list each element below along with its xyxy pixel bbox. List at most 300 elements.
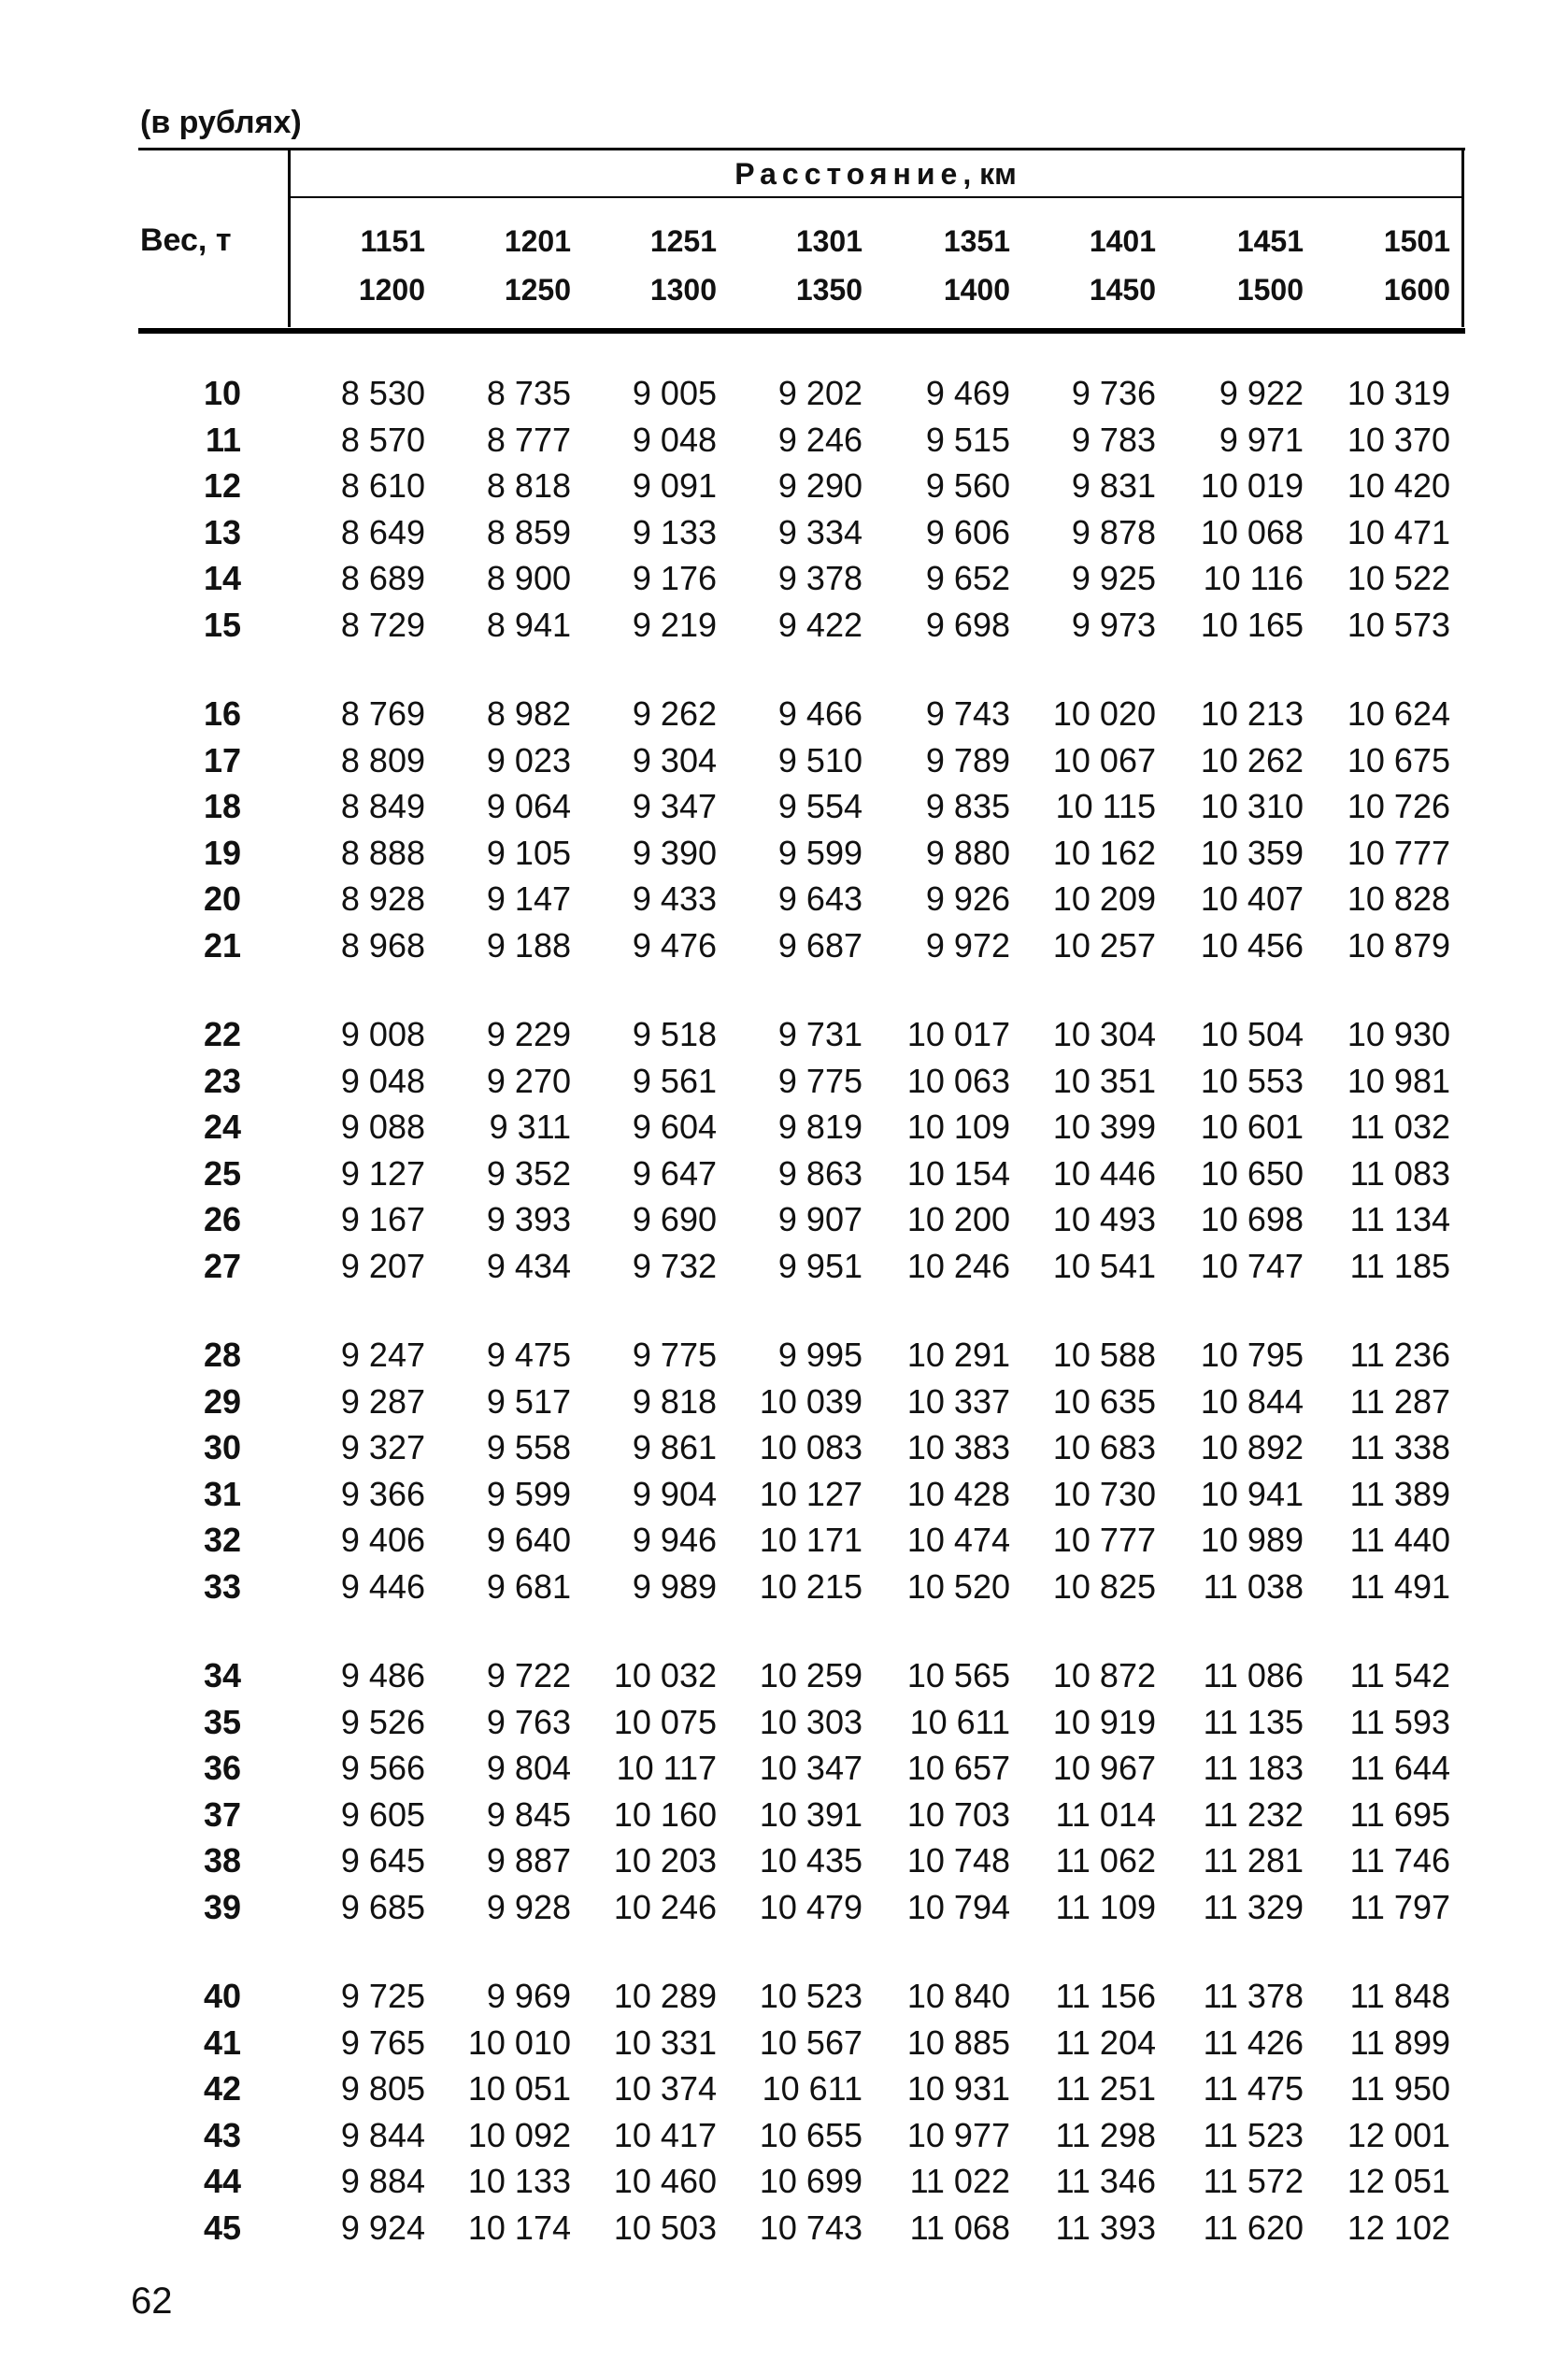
price-cell: 11 281 bbox=[1203, 1841, 1304, 1880]
price-cell: 9 922 bbox=[1219, 374, 1304, 412]
range-from: 1151 bbox=[360, 224, 425, 258]
price-cell: 9 229 bbox=[486, 1015, 571, 1053]
price-cell: 10 726 bbox=[1347, 787, 1450, 825]
weight-cell: 38 bbox=[203, 1841, 241, 1880]
price-cell: 9 743 bbox=[925, 694, 1010, 733]
weight-cell: 21 bbox=[203, 925, 241, 965]
price-cell: 10 304 bbox=[1052, 1015, 1156, 1053]
price-cell: 10 941 bbox=[1200, 1474, 1304, 1513]
price-cell: 9 023 bbox=[486, 740, 571, 779]
range-from: 1201 bbox=[504, 224, 571, 258]
weight-cell: 32 bbox=[203, 1521, 241, 1559]
weight-cell: 22 bbox=[203, 1015, 241, 1053]
price-cell: 10 474 bbox=[906, 1521, 1010, 1559]
price-cell: 9 290 bbox=[777, 466, 862, 505]
price-cell: 10 417 bbox=[613, 2115, 717, 2154]
price-cell: 8 968 bbox=[340, 925, 425, 965]
price-cell: 10 747 bbox=[1200, 1246, 1304, 1285]
price-cell: 11 156 bbox=[1055, 1977, 1156, 2015]
price-cell: 9 133 bbox=[632, 512, 717, 551]
price-cell: 10 019 bbox=[1200, 466, 1304, 505]
price-cell: 10 919 bbox=[1052, 1702, 1156, 1741]
price-cell: 9 775 bbox=[777, 1061, 862, 1100]
price-cell: 9 698 bbox=[925, 605, 1010, 644]
price-cell: 10 063 bbox=[906, 1061, 1010, 1100]
weight-cell: 41 bbox=[203, 2023, 241, 2062]
range-to: 1500 bbox=[1236, 273, 1304, 307]
distance-title bbox=[288, 157, 1463, 192]
price-cell: 10 174 bbox=[467, 2208, 571, 2247]
range-from: 1301 bbox=[795, 224, 862, 258]
price-cell: 10 160 bbox=[613, 1794, 717, 1834]
price-cell: 10 067 bbox=[1052, 740, 1156, 779]
price-cell: 10 611 bbox=[909, 1702, 1010, 1741]
price-cell: 10 522 bbox=[1347, 559, 1450, 597]
price-cell: 9 805 bbox=[340, 2069, 425, 2108]
price-cell: 11 426 bbox=[1203, 2023, 1304, 2062]
price-cell: 10 748 bbox=[906, 1841, 1010, 1880]
price-cell: 10 456 bbox=[1200, 925, 1304, 965]
price-cell: 9 219 bbox=[632, 605, 717, 644]
distance-range-header bbox=[614, 217, 717, 314]
price-cell: 9 475 bbox=[486, 1336, 571, 1374]
price-cell: 10 675 bbox=[1347, 740, 1450, 779]
price-cell: 9 925 bbox=[1071, 559, 1156, 597]
range-to: 1250 bbox=[504, 273, 571, 307]
price-cell: 11 298 bbox=[1055, 2115, 1156, 2154]
price-cell: 9 005 bbox=[632, 374, 717, 412]
price-cell: 9 334 bbox=[777, 512, 862, 551]
price-cell: 10 068 bbox=[1200, 512, 1304, 551]
price-cell: 8 941 bbox=[486, 605, 571, 644]
price-cell: 11 086 bbox=[1203, 1656, 1304, 1694]
weight-cell: 13 bbox=[203, 512, 241, 551]
price-cell: 9 924 bbox=[340, 2208, 425, 2247]
weight-cell: 10 bbox=[203, 374, 241, 412]
range-to: 1600 bbox=[1383, 273, 1450, 307]
price-cell: 10 977 bbox=[906, 2115, 1010, 2154]
price-cell: 10 171 bbox=[759, 1521, 862, 1559]
price-cell: 10 289 bbox=[613, 1977, 717, 2015]
price-cell: 9 064 bbox=[486, 787, 571, 825]
price-cell: 10 504 bbox=[1200, 1015, 1304, 1053]
price-cell: 11 204 bbox=[1055, 2023, 1156, 2062]
price-cell: 10 092 bbox=[467, 2115, 571, 2154]
price-cell: 11 620 bbox=[1203, 2208, 1304, 2247]
price-cell: 9 722 bbox=[486, 1656, 571, 1694]
price-cell: 10 703 bbox=[906, 1794, 1010, 1834]
distance-range-header bbox=[760, 217, 862, 314]
price-cell: 9 147 bbox=[486, 879, 571, 918]
price-cell: 9 560 bbox=[925, 466, 1010, 505]
price-cell: 11 183 bbox=[1203, 1749, 1304, 1787]
price-cell: 11 287 bbox=[1349, 1381, 1450, 1421]
price-cell: 10 246 bbox=[906, 1246, 1010, 1285]
price-cell: 8 530 bbox=[340, 374, 425, 412]
price-cell: 10 303 bbox=[759, 1702, 862, 1741]
price-cell: 9 736 bbox=[1071, 374, 1156, 412]
price-cell: 9 647 bbox=[632, 1153, 717, 1193]
price-cell: 10 039 bbox=[759, 1381, 862, 1421]
price-cell: 10 588 bbox=[1052, 1336, 1156, 1374]
price-cell: 10 777 bbox=[1347, 833, 1450, 872]
weight-cell: 34 bbox=[203, 1656, 241, 1694]
price-cell: 11 393 bbox=[1055, 2208, 1156, 2247]
price-cell: 10 655 bbox=[759, 2115, 862, 2154]
price-cell: 9 304 bbox=[632, 740, 717, 779]
units-label: (в рублях) bbox=[140, 105, 302, 140]
weight-cell: 14 bbox=[203, 559, 241, 597]
price-cell: 10 885 bbox=[906, 2023, 1010, 2062]
price-cell: 9 989 bbox=[632, 1566, 717, 1606]
price-cell: 10 209 bbox=[1052, 879, 1156, 918]
price-cell: 8 570 bbox=[340, 420, 425, 459]
price-cell: 11 491 bbox=[1349, 1566, 1450, 1606]
price-cell: 9 048 bbox=[632, 420, 717, 459]
price-cell: 9 887 bbox=[486, 1841, 571, 1880]
price-cell: 10 981 bbox=[1347, 1061, 1450, 1100]
price-cell: 10 331 bbox=[613, 2023, 717, 2062]
page-number: 62 bbox=[131, 2280, 173, 2322]
price-cell: 9 831 bbox=[1071, 466, 1156, 505]
price-cell: 10 493 bbox=[1052, 1200, 1156, 1238]
price-cell: 11 135 bbox=[1203, 1702, 1304, 1741]
price-cell: 10 075 bbox=[613, 1702, 717, 1741]
price-cell: 9 327 bbox=[340, 1428, 425, 1466]
price-cell: 11 338 bbox=[1349, 1428, 1450, 1466]
price-cell: 11 848 bbox=[1349, 1977, 1450, 2015]
price-cell: 9 510 bbox=[777, 740, 862, 779]
price-cell: 11 022 bbox=[909, 2162, 1010, 2200]
price-cell: 10 428 bbox=[906, 1474, 1010, 1513]
price-cell: 11 083 bbox=[1349, 1153, 1450, 1193]
price-cell: 11 329 bbox=[1203, 1887, 1304, 1926]
price-cell: 11 523 bbox=[1203, 2115, 1304, 2154]
price-cell: 9 486 bbox=[340, 1656, 425, 1694]
range-from: 1501 bbox=[1383, 224, 1450, 258]
price-cell: 10 611 bbox=[762, 2069, 862, 2108]
price-cell: 9 517 bbox=[486, 1381, 571, 1421]
price-cell: 10 374 bbox=[613, 2069, 717, 2108]
price-cell: 10 892 bbox=[1200, 1428, 1304, 1466]
range-from: 1351 bbox=[943, 224, 1010, 258]
price-cell: 9 554 bbox=[777, 787, 862, 825]
price-cell: 8 610 bbox=[340, 466, 425, 505]
price-cell: 10 257 bbox=[1052, 925, 1156, 965]
weight-cell: 33 bbox=[203, 1566, 241, 1606]
price-cell: 10 162 bbox=[1052, 833, 1156, 872]
price-cell: 10 553 bbox=[1200, 1061, 1304, 1100]
price-cell: 11 109 bbox=[1055, 1887, 1156, 1926]
price-cell: 10 407 bbox=[1200, 879, 1304, 918]
price-cell: 10 083 bbox=[759, 1428, 862, 1466]
price-cell: 11 134 bbox=[1349, 1200, 1450, 1238]
distance-range-header bbox=[468, 217, 571, 314]
price-cell: 10 523 bbox=[759, 1977, 862, 2015]
price-cell: 10 460 bbox=[613, 2162, 717, 2200]
price-cell: 9 048 bbox=[340, 1061, 425, 1100]
price-cell: 8 735 bbox=[486, 374, 571, 412]
price-cell: 9 366 bbox=[340, 1474, 425, 1513]
distance-title-text: Расстояние bbox=[734, 157, 963, 191]
price-cell: 10 020 bbox=[1052, 694, 1156, 733]
price-cell: 9 088 bbox=[340, 1108, 425, 1146]
price-cell: 11 899 bbox=[1349, 2023, 1450, 2062]
price-cell: 10 391 bbox=[759, 1794, 862, 1834]
distance-range-header bbox=[1053, 217, 1156, 314]
price-cell: 9 518 bbox=[632, 1015, 717, 1053]
price-cell: 10 930 bbox=[1347, 1015, 1450, 1053]
weight-cell: 11 bbox=[205, 420, 241, 459]
weight-cell: 27 bbox=[203, 1246, 241, 1285]
weight-cell: 45 bbox=[203, 2208, 241, 2247]
price-cell: 11 185 bbox=[1349, 1246, 1450, 1285]
price-cell: 9 789 bbox=[925, 740, 1010, 779]
price-cell: 10 446 bbox=[1052, 1153, 1156, 1193]
price-cell: 10 154 bbox=[906, 1153, 1010, 1193]
weight-cell: 44 bbox=[203, 2162, 241, 2200]
price-cell: 10 116 bbox=[1203, 559, 1304, 597]
price-cell: 9 926 bbox=[925, 879, 1010, 918]
price-cell: 9 167 bbox=[340, 1200, 425, 1238]
price-cell: 11 378 bbox=[1203, 1977, 1304, 2015]
price-cell: 9 732 bbox=[632, 1246, 717, 1285]
price-cell: 10 931 bbox=[906, 2069, 1010, 2108]
weight-cell: 28 bbox=[203, 1336, 241, 1374]
range-to: 1200 bbox=[358, 273, 425, 307]
price-cell: 10 794 bbox=[906, 1887, 1010, 1926]
price-cell: 10 635 bbox=[1052, 1381, 1156, 1421]
weight-cell: 15 bbox=[203, 605, 241, 644]
price-cell: 10 337 bbox=[906, 1381, 1010, 1421]
price-cell: 9 422 bbox=[777, 605, 862, 644]
price-cell: 10 601 bbox=[1200, 1108, 1304, 1146]
price-cell: 8 729 bbox=[340, 605, 425, 644]
price-cell: 10 213 bbox=[1200, 694, 1304, 733]
price-cell: 9 246 bbox=[777, 420, 862, 459]
price-cell: 8 982 bbox=[486, 694, 571, 733]
price-cell: 10 844 bbox=[1200, 1381, 1304, 1421]
price-cell: 12 001 bbox=[1347, 2115, 1450, 2154]
price-cell: 11 542 bbox=[1349, 1656, 1450, 1694]
price-cell: 10 650 bbox=[1200, 1153, 1304, 1193]
price-cell: 10 399 bbox=[1052, 1108, 1156, 1146]
price-cell: 9 526 bbox=[340, 1702, 425, 1741]
price-cell: 9 287 bbox=[340, 1381, 425, 1421]
price-cell: 9 469 bbox=[925, 374, 1010, 412]
weight-cell: 36 bbox=[203, 1749, 241, 1787]
price-cell: 9 599 bbox=[486, 1474, 571, 1513]
price-cell: 8 809 bbox=[340, 740, 425, 779]
price-cell: 10 109 bbox=[906, 1108, 1010, 1146]
price-cell: 10 541 bbox=[1052, 1246, 1156, 1285]
price-cell: 10 503 bbox=[613, 2208, 717, 2247]
price-cell: 10 872 bbox=[1052, 1656, 1156, 1694]
price-cell: 10 017 bbox=[906, 1015, 1010, 1053]
price-cell: 9 466 bbox=[777, 694, 862, 733]
price-cell: 9 599 bbox=[777, 833, 862, 872]
distance-unit: , км bbox=[962, 157, 1017, 191]
price-cell: 9 973 bbox=[1071, 605, 1156, 644]
price-cell: 11 644 bbox=[1349, 1749, 1450, 1787]
price-cell: 10 567 bbox=[759, 2023, 862, 2062]
header-double-rule bbox=[138, 331, 1465, 334]
price-cell: 9 606 bbox=[925, 512, 1010, 551]
price-cell: 10 828 bbox=[1347, 879, 1450, 918]
price-cell: 11 232 bbox=[1203, 1794, 1304, 1834]
price-cell: 10 573 bbox=[1347, 605, 1450, 644]
price-cell: 9 566 bbox=[340, 1749, 425, 1787]
price-cell: 11 236 bbox=[1349, 1336, 1450, 1374]
range-to: 1300 bbox=[649, 273, 717, 307]
price-cell: 10 165 bbox=[1200, 605, 1304, 644]
weight-cell: 37 bbox=[203, 1794, 241, 1834]
distance-range-header bbox=[322, 217, 425, 314]
price-cell: 11 797 bbox=[1349, 1887, 1450, 1926]
price-cell: 10 359 bbox=[1200, 833, 1304, 872]
price-cell: 8 888 bbox=[340, 833, 425, 872]
price-cell: 9 861 bbox=[632, 1428, 717, 1466]
weight-cell: 29 bbox=[203, 1381, 241, 1421]
price-cell: 10 259 bbox=[759, 1656, 862, 1694]
price-cell: 9 725 bbox=[340, 1977, 425, 2015]
price-cell: 10 215 bbox=[759, 1566, 862, 1606]
price-cell: 9 202 bbox=[777, 374, 862, 412]
price-cell: 9 390 bbox=[632, 833, 717, 872]
price-cell: 11 032 bbox=[1349, 1108, 1450, 1146]
weight-cell: 25 bbox=[203, 1153, 241, 1193]
price-cell: 10 351 bbox=[1052, 1061, 1156, 1100]
price-cell: 9 835 bbox=[925, 787, 1010, 825]
price-cell: 11 062 bbox=[1055, 1841, 1156, 1880]
price-cell: 10 115 bbox=[1055, 787, 1156, 825]
distance-range-header bbox=[1347, 217, 1450, 314]
price-cell: 9 845 bbox=[486, 1794, 571, 1834]
price-cell: 10 795 bbox=[1200, 1336, 1304, 1374]
price-cell: 9 515 bbox=[925, 420, 1010, 459]
price-cell: 11 038 bbox=[1203, 1566, 1304, 1606]
price-cell: 9 393 bbox=[486, 1200, 571, 1238]
weight-cell: 43 bbox=[203, 2115, 241, 2154]
price-cell: 9 971 bbox=[1219, 420, 1304, 459]
price-cell: 9 731 bbox=[777, 1015, 862, 1053]
price-cell: 10 840 bbox=[906, 1977, 1010, 2015]
weight-cell: 24 bbox=[203, 1108, 241, 1146]
price-cell: 10 383 bbox=[906, 1428, 1010, 1466]
weight-cell: 42 bbox=[203, 2069, 241, 2108]
price-cell: 10 777 bbox=[1052, 1521, 1156, 1559]
weight-cell: 17 bbox=[203, 740, 241, 779]
price-cell: 12 102 bbox=[1347, 2208, 1450, 2247]
range-to: 1350 bbox=[795, 273, 862, 307]
weight-column-label: Вес, т bbox=[140, 222, 232, 258]
price-cell: 10 246 bbox=[613, 1887, 717, 1926]
weight-cell: 16 bbox=[203, 694, 241, 733]
weight-cell: 19 bbox=[203, 833, 241, 872]
price-cell: 9 105 bbox=[486, 833, 571, 872]
price-cell: 10 624 bbox=[1347, 694, 1450, 733]
price-cell: 9 604 bbox=[632, 1108, 717, 1146]
price-cell: 9 127 bbox=[340, 1153, 425, 1193]
price-cell: 11 695 bbox=[1349, 1794, 1450, 1834]
price-cell: 10 471 bbox=[1347, 512, 1450, 551]
price-cell: 9 476 bbox=[632, 925, 717, 965]
price-cell: 10 370 bbox=[1347, 420, 1450, 459]
price-cell: 8 900 bbox=[486, 559, 571, 597]
price-cell: 9 765 bbox=[340, 2023, 425, 2062]
weight-cell: 35 bbox=[203, 1702, 241, 1741]
price-cell: 10 683 bbox=[1052, 1428, 1156, 1466]
price-cell: 9 775 bbox=[632, 1336, 717, 1374]
price-cell: 10 010 bbox=[467, 2023, 571, 2062]
price-cell: 9 904 bbox=[632, 1474, 717, 1513]
price-cell: 8 777 bbox=[486, 420, 571, 459]
price-cell: 10 479 bbox=[759, 1887, 862, 1926]
price-cell: 11 068 bbox=[909, 2208, 1010, 2247]
price-cell: 9 247 bbox=[340, 1336, 425, 1374]
price-cell: 8 689 bbox=[340, 559, 425, 597]
price-cell: 9 446 bbox=[340, 1566, 425, 1606]
price-cell: 9 352 bbox=[486, 1153, 571, 1193]
price-cell: 11 389 bbox=[1349, 1474, 1450, 1513]
price-cell: 10 310 bbox=[1200, 787, 1304, 825]
price-cell: 9 008 bbox=[340, 1015, 425, 1053]
price-cell: 9 884 bbox=[340, 2162, 425, 2200]
range-from: 1401 bbox=[1089, 224, 1156, 258]
price-cell: 11 014 bbox=[1055, 1794, 1156, 1834]
weight-cell: 39 bbox=[203, 1887, 241, 1926]
price-cell: 10 743 bbox=[759, 2208, 862, 2247]
price-cell: 10 520 bbox=[906, 1566, 1010, 1606]
price-cell: 8 769 bbox=[340, 694, 425, 733]
price-cell: 9 311 bbox=[489, 1108, 571, 1146]
price-cell: 9 605 bbox=[340, 1794, 425, 1834]
price-cell: 11 346 bbox=[1055, 2162, 1156, 2200]
price-cell: 9 091 bbox=[632, 466, 717, 505]
price-cell: 10 203 bbox=[613, 1841, 717, 1880]
price-cell: 10 291 bbox=[906, 1336, 1010, 1374]
price-cell: 11 572 bbox=[1203, 2162, 1304, 2200]
price-cell: 10 319 bbox=[1347, 374, 1450, 412]
price-cell: 9 928 bbox=[486, 1887, 571, 1926]
price-cell: 11 440 bbox=[1349, 1521, 1450, 1559]
price-cell: 10 347 bbox=[759, 1749, 862, 1787]
price-cell: 9 804 bbox=[486, 1749, 571, 1787]
price-cell: 9 434 bbox=[486, 1246, 571, 1285]
price-cell: 9 685 bbox=[340, 1887, 425, 1926]
price-cell: 10 967 bbox=[1052, 1749, 1156, 1787]
price-cell: 10 435 bbox=[759, 1841, 862, 1880]
range-from: 1451 bbox=[1236, 224, 1304, 258]
price-cell: 11 475 bbox=[1203, 2069, 1304, 2108]
price-cell: 9 880 bbox=[925, 833, 1010, 872]
price-cell: 10 657 bbox=[906, 1749, 1010, 1787]
price-cell: 10 698 bbox=[1200, 1200, 1304, 1238]
price-cell: 8 818 bbox=[486, 466, 571, 505]
price-cell: 9 763 bbox=[486, 1702, 571, 1741]
price-cell: 9 690 bbox=[632, 1200, 717, 1238]
price-cell: 9 406 bbox=[340, 1521, 425, 1559]
distance-range-header bbox=[1201, 217, 1304, 314]
weight-cell: 30 bbox=[203, 1428, 241, 1466]
price-cell: 9 819 bbox=[777, 1108, 862, 1146]
price-cell: 11 746 bbox=[1349, 1841, 1450, 1880]
price-cell: 8 859 bbox=[486, 512, 571, 551]
price-cell: 9 844 bbox=[340, 2115, 425, 2154]
price-cell: 9 783 bbox=[1071, 420, 1156, 459]
range-from: 1251 bbox=[649, 224, 717, 258]
price-cell: 9 207 bbox=[340, 1246, 425, 1285]
